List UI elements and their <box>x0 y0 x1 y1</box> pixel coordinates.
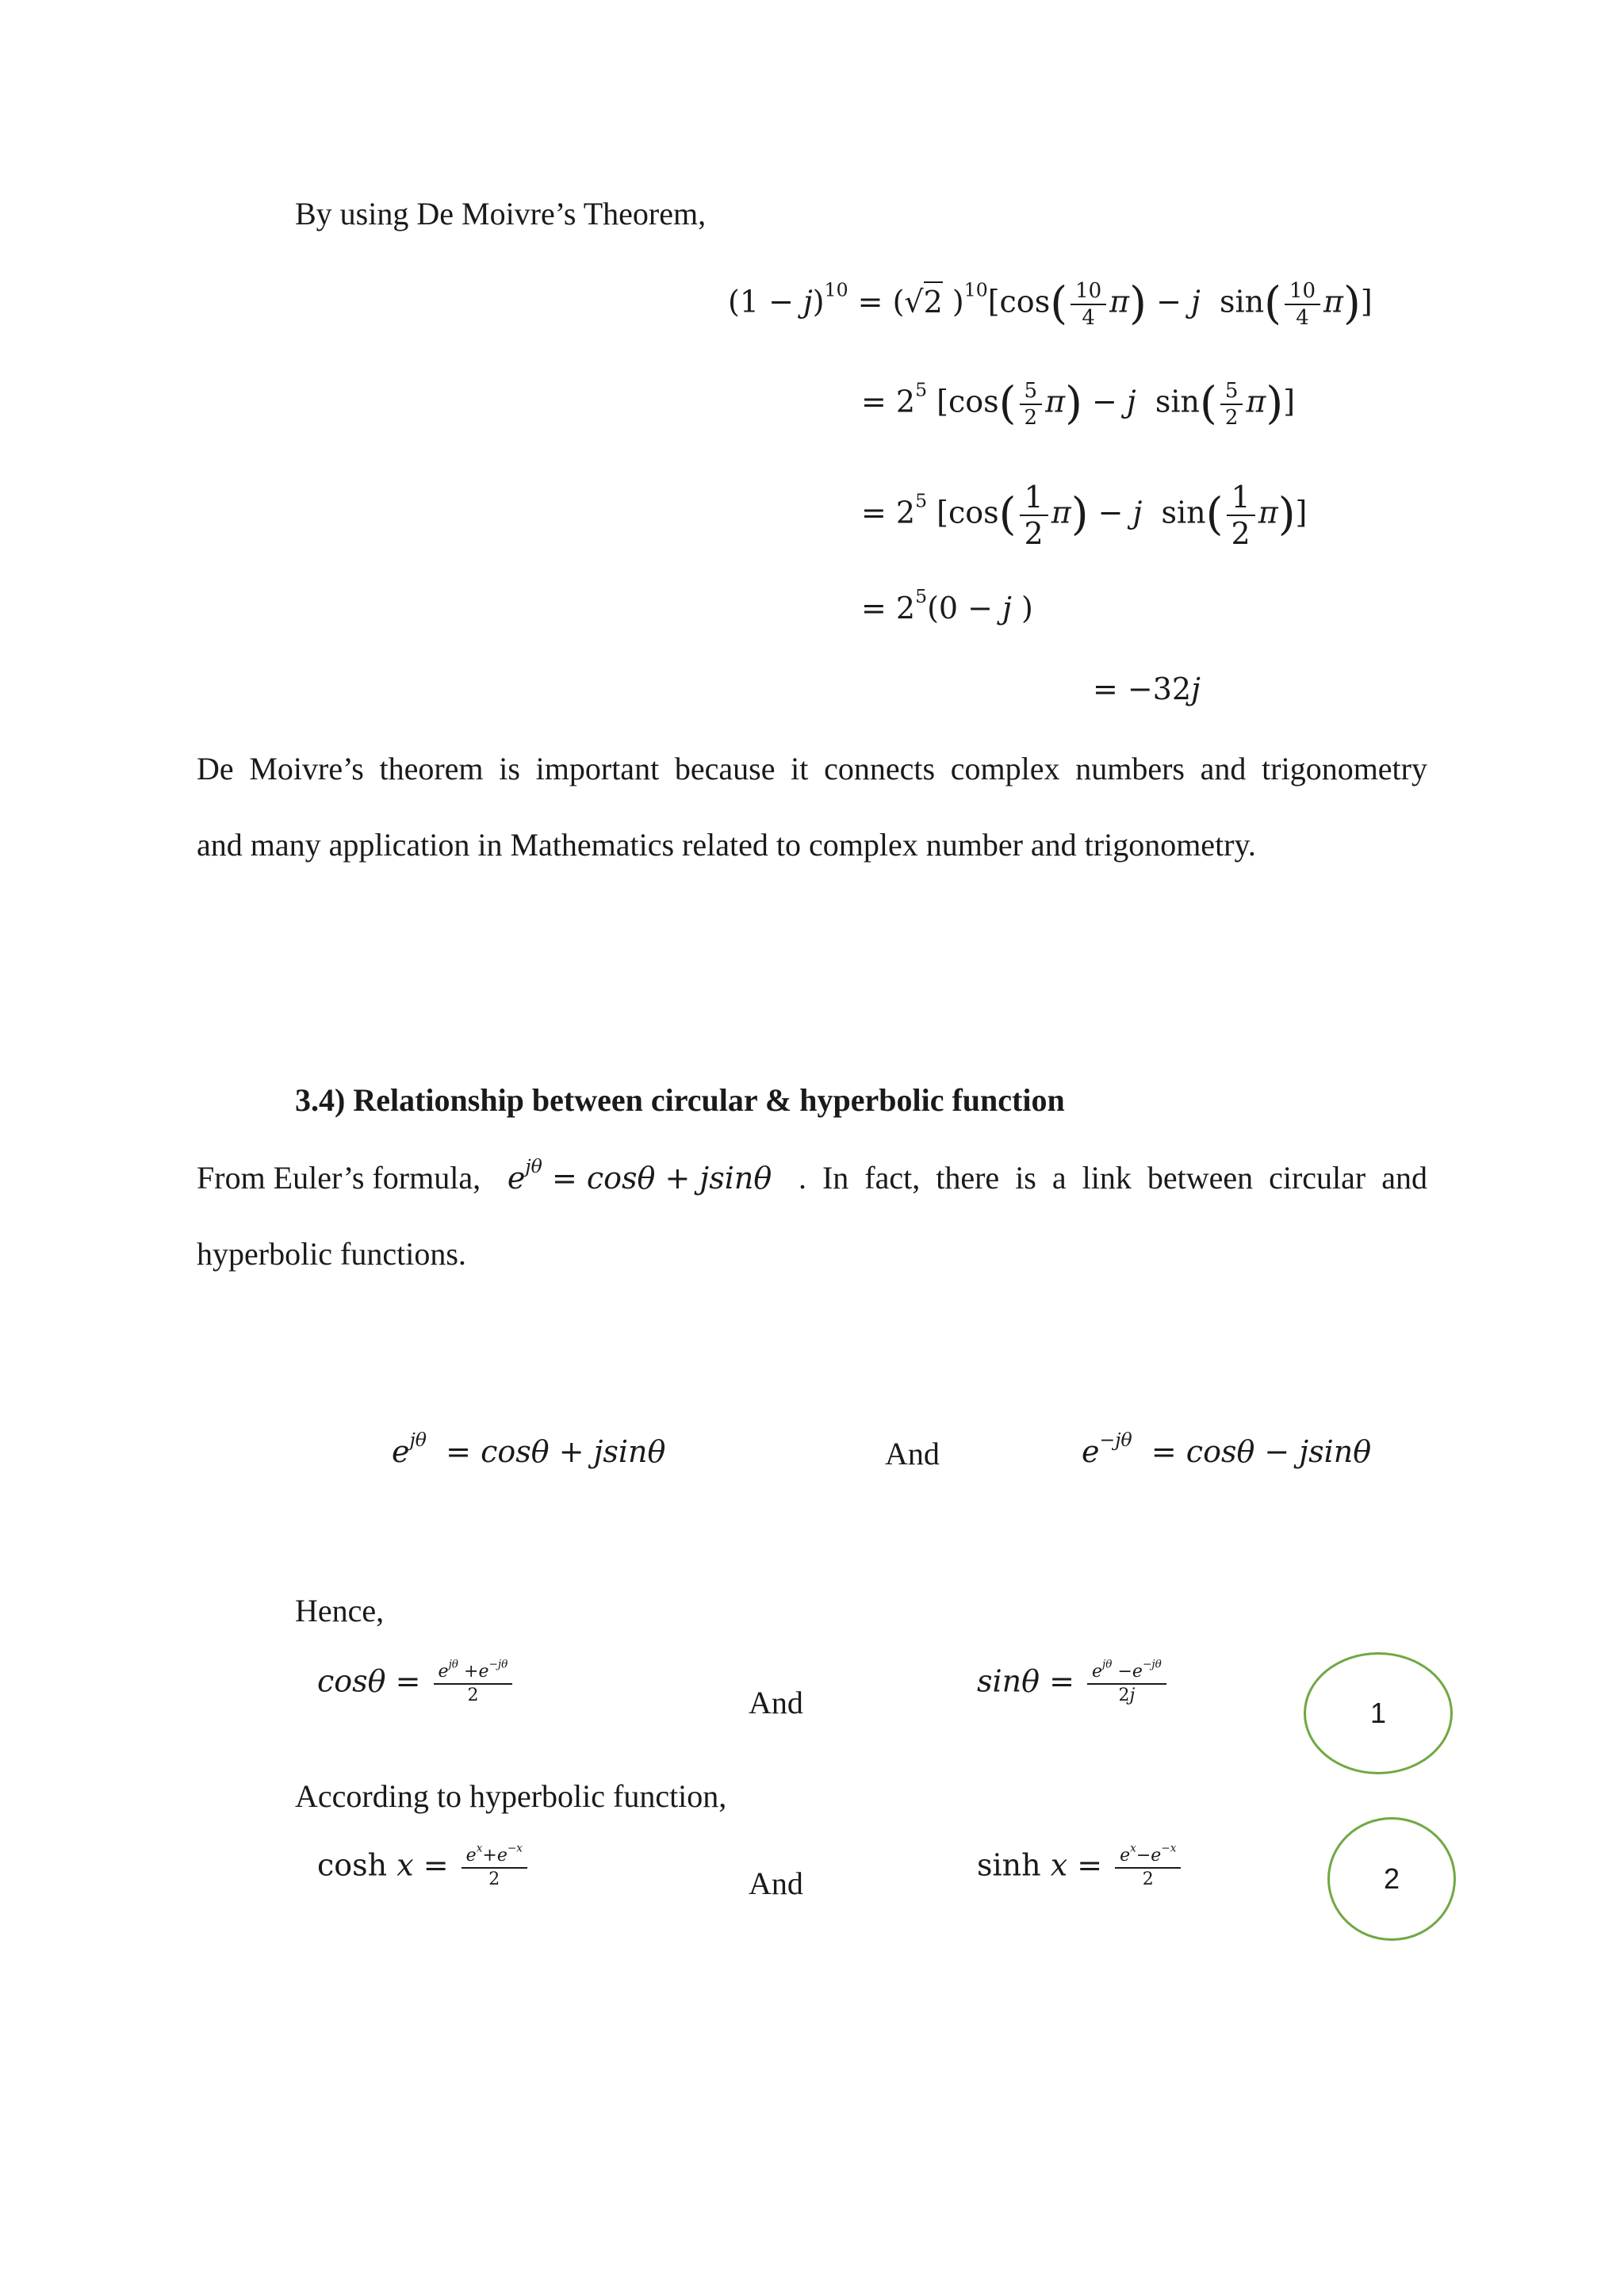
cos-theta-formula: cosθ = $\frac{e^{j\theta} +e^{-j\theta}}{2}$ <box>317 1663 515 1705</box>
euler-paragraph-line-2: hyperbolic functions. <box>197 1236 466 1272</box>
euler-paragraph-line-1 <box>197 1154 1427 1196</box>
euler-prefix: From Euler’s formula, <box>197 1160 481 1196</box>
and-label-1: And <box>885 1436 940 1471</box>
euler-negative-formula: $e^{-j\theta} = \cos\theta - jsin\theta$ <box>1082 1428 1372 1469</box>
demoivre-equation-line-1: $(1 - j)^{10} = (√2$ )$^{10}$[cos( $\frac{10}{4}$ π) − j sin( $\frac{10}{4}$ π)] <box>728 277 1373 330</box>
paragraph-line-2: and many application in Mathematics related to complex number and trigonometry. <box>197 827 1256 863</box>
demoivre-equation-result: = −32j <box>1093 672 1201 706</box>
intro-text: By using De Moivre’s Theorem, <box>295 196 707 232</box>
demoivre-equation-line-4: = $2^5(0 - j$ ) <box>861 584 1033 626</box>
equation-tag-1: 1 <box>1304 1652 1453 1774</box>
hence-label: Hence, <box>295 1593 385 1628</box>
sinh-formula: sinh x = $\frac{e^x-e^{-x}}{2}$ <box>977 1847 1184 1888</box>
sin-theta-formula: sinθ = $\frac{e^{j\theta} -e^{-j\theta}}{2j}$ <box>977 1663 1170 1705</box>
demoivre-equation-line-3: = $2^5$ [cos( $\frac{1}{2}$ π) − j sin( $\frac{1}{2}$ π)] <box>861 480 1308 551</box>
euler-inline-formula: $e^{j\theta} = \cos\theta + jsin\theta$ <box>507 1154 772 1196</box>
euler-positive-formula: $e^{j\theta} = \cos\theta + jsin\theta$ <box>392 1428 666 1469</box>
paragraph-line-1: De Moivre’s theorem is important because it connects complex numbers and trigonometry <box>197 751 1427 786</box>
and-label-3: And <box>749 1866 803 1901</box>
euler-suffix: . In fact, there is a link between circular and <box>798 1160 1427 1196</box>
demoivre-equation-line-2: = $2^5$ [cos( $\frac{5}{2}$ π) − j sin( $\frac{5}{2}$ π)] <box>861 377 1296 430</box>
according-label: According to hyperbolic function, <box>295 1778 727 1814</box>
cosh-formula: cosh x = $\frac{e^x+e^{-x}}{2}$ <box>317 1847 530 1888</box>
equation-tag-2: 2 <box>1327 1817 1456 1941</box>
section-heading: 3.4) Relationship between circular & hyperbolic function <box>295 1082 1065 1118</box>
and-label-2: And <box>749 1685 803 1720</box>
